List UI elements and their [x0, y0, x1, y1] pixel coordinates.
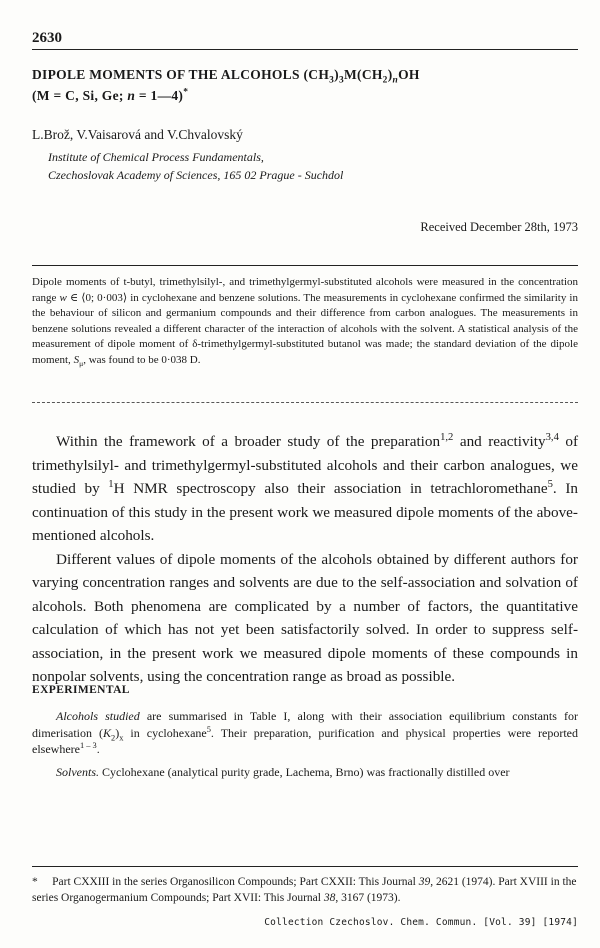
experimental-paragraph-1: Alcohols studied are summarised in Table I, along with their association equilibrium constants for dimerisation $(K_2)_x$ in cyclohexane$^5$. Their preparation, purification and physical properties were reported elsewhere$^{1 - 3}$.	[32, 709, 578, 756]
affiliation-line1: Institute of Chemical Process Fundamentals,	[48, 150, 264, 164]
received-date: Received December 28th, 1973	[420, 220, 578, 234]
experimental-text	[32, 708, 578, 786]
header-rule	[32, 49, 578, 50]
footnote-rule	[32, 866, 578, 867]
abstract: Dipole moments of t-butyl, trimethylsilyl-, and trimethylgermyl-substituted alcohols were measured in the concentration range w ∈ ⟨0; 0·003⟩ in cyclohexane and benzene solutions. The measurements in cyclohexane confirmed the similarity in the behaviour of silicon and germanium compounds and their difference from carbon analogues. The measurements in benzene solutions revealed a different character of the interaction of alcohols with the solvent. A statistical analysis of the measurement of dipole moment of δ-trimethylgermyl-substituted butanol was made; the standard deviation of the dipole moment, $S_\mu$, was found to be 0·038 D.	[32, 276, 578, 369]
authors: L.Brož, V.Vaisarová and V.Chvalovský	[32, 127, 243, 142]
abstract-top-rule	[32, 265, 578, 266]
experimental-paragraph-2: Solvents. Cyclohexane (analytical purity grade, Lachema, Brno) was fractionally distilled over	[56, 764, 510, 779]
body-text	[32, 430, 578, 689]
abstract-bottom-rule	[32, 402, 578, 403]
experimental-heading: EXPERIMENTAL	[32, 684, 130, 696]
article-title-line2: (M = C, Si, Ge; n = 1—4)*	[32, 87, 189, 103]
journal-footer: Collection Czechoslov. Chem. Commun. [Vol. 39] [1974]	[264, 917, 578, 928]
body-paragraph-1: Within the framework of a broader study of the preparation$^{1,2}$ and reactivity$^{3,4}$ of trimethylsilyl- and trimethylgermyl-substituted alcohols and their carbon analogues, we studied by $^1$H NMR spectroscopy also their association in tetrachloromethane$^5$. In continuation of this study in the present work we measured dipole moments of the above-mentioned alcohols.	[32, 431, 579, 544]
page-number: 2630	[32, 30, 62, 46]
body-paragraph-2: Different values of dipole moments of the alcohols obtained by different authors for varying concentration ranges and solvents are due to the self-association and solvation of alcohols. Both phenomena are complicated by a number of factors, the quantitative calculation of which has not yet been satisfactorily solved. In order to suppress self-association, in the present work we measured dipole moments of these compounds in nonpolar solvents, using the concentration range as broad as possible.	[32, 550, 578, 685]
affiliation-line2: Czechoslovak Academy of Sciences, 165 02 Prague - Suchdol	[48, 168, 344, 182]
article-title-line1: DIPOLE MOMENTS OF THE ALCOHOLS $(CH_3)_3M(CH_2)_nOH$	[32, 67, 420, 86]
footnote: * Part CXXIII in the series Organosilicon Compounds; Part CXXII: This Journal 39, 2621 (1974). Part XVIII in the series Organogermanium Compounds; Part XVII: This Journal 38, 3167 (1973).	[32, 876, 577, 904]
